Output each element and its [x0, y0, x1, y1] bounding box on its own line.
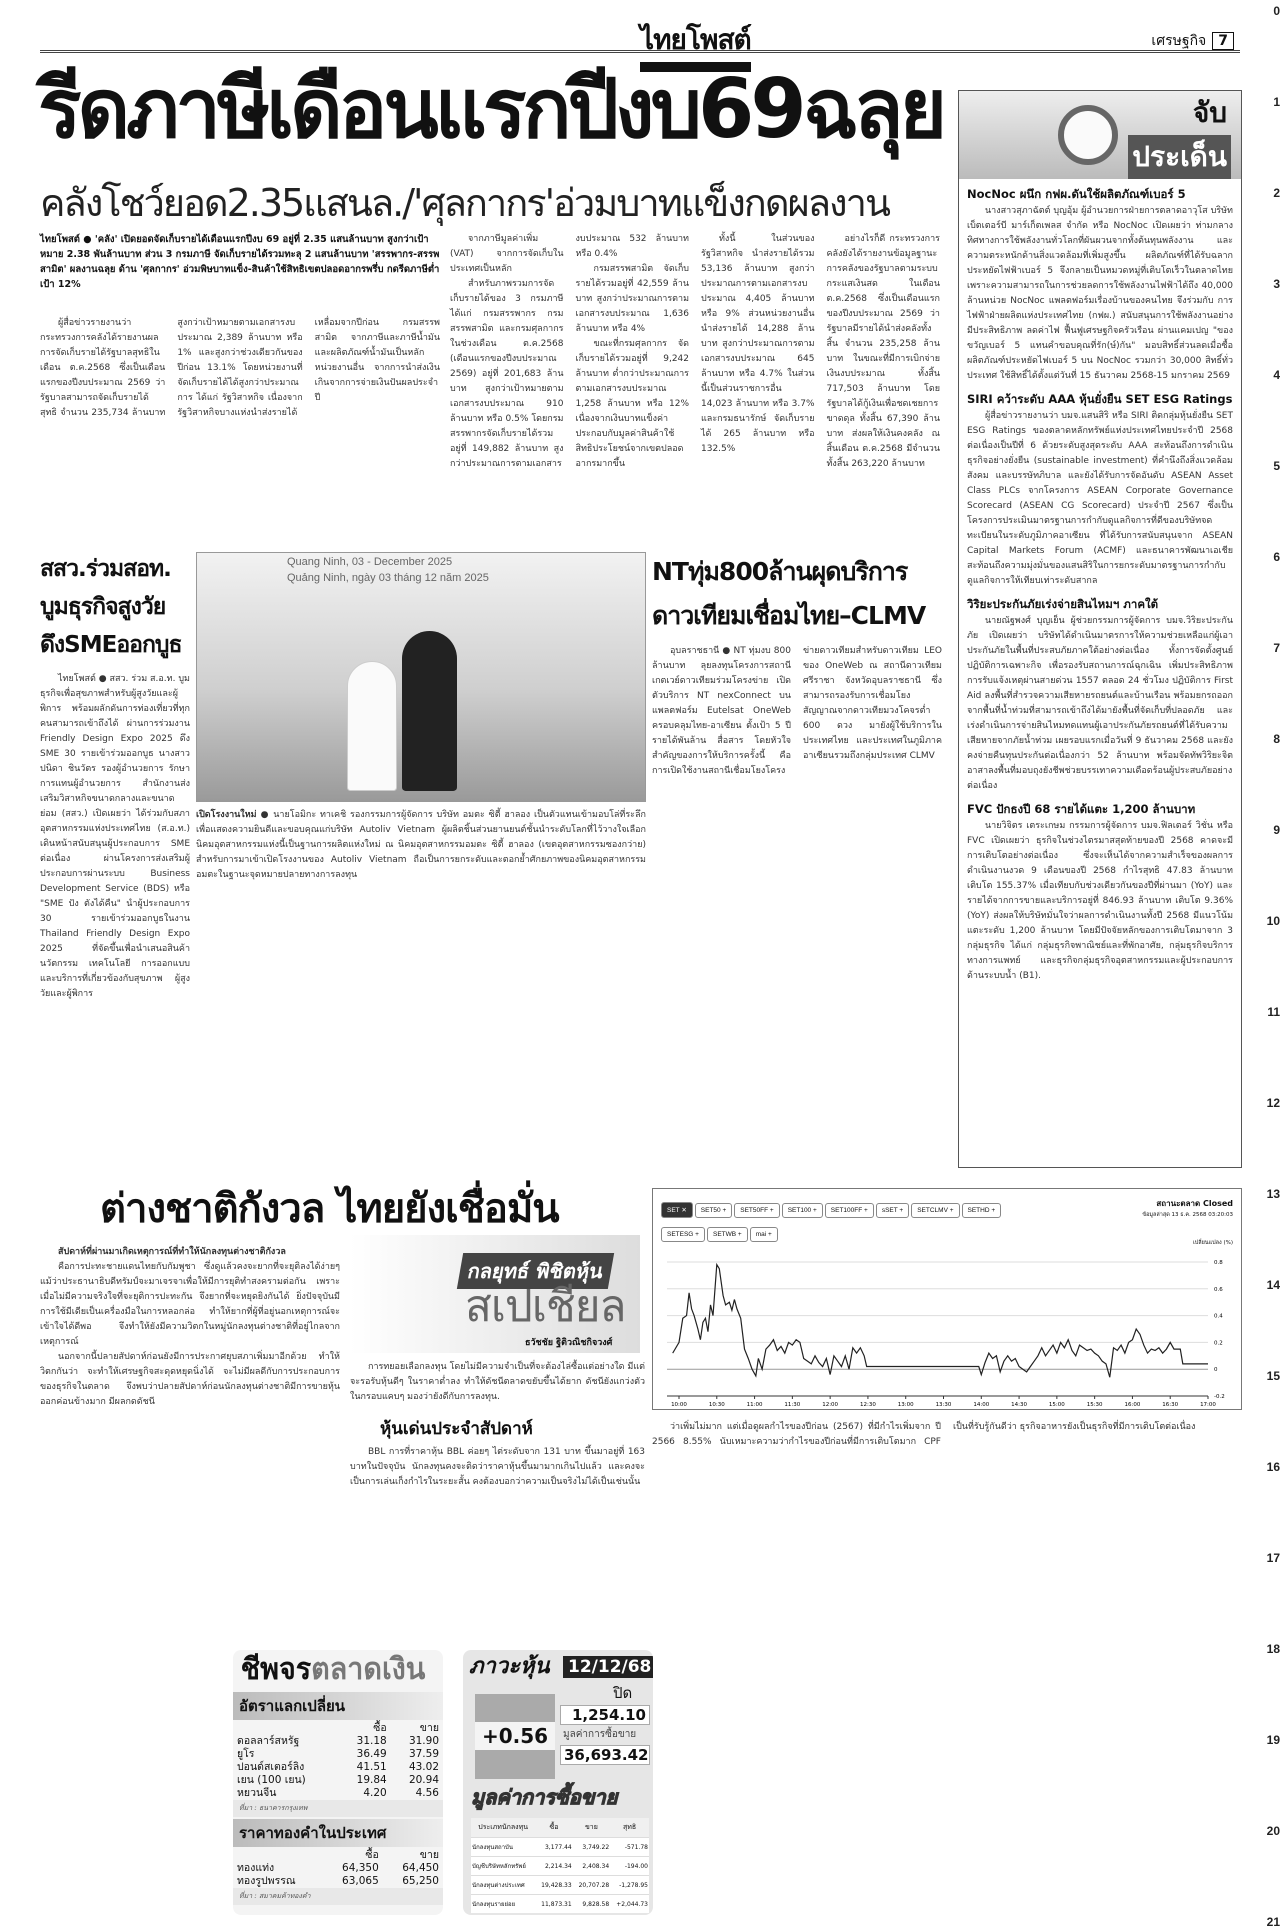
- table-cell: เยน (100 เยน): [237, 1774, 306, 1786]
- ruler-mark: 16: [1266, 1460, 1280, 1474]
- ruler-mark: 0: [1273, 4, 1280, 18]
- table-row: [233, 1774, 443, 1787]
- line-chart: [653, 1189, 1241, 1409]
- investor-table: [471, 1818, 649, 1913]
- nt-body: อุบลราชธานี ● NT ทุ่มงบ 800 ล้านบาท ลุยลงทุนโครงการสถานีเกตเวย์ดาวเทียมร่วมโครงข่าย เปิดตัวบริการ NT nexConnect บนแพลตฟอร์ม Eutelsat OneWeb ครอบคลุมไทย-อาเซียน ตั้งเป้า 5 ปีรายได้พันล้าน สื่อสาร โดยหัวใจสำคัญของการให้บริการครั้งนี้ คือการเปิดใช้งานสถานีเชื่อมโยงโครงข่ายดาวเทียมสำหรับดาวเทียม LEO ของ OneWeb ณ สถานีดาวเทียมศรีราชา จังหวัดอุบลราชธานี ซึ่งสามารถรองรับการเชื่อมโยงสัญญาณจากดาวเทียมวงโคจรต่ำ 600 ดวง มายังผู้ใช้บริการในประเทศไทย และประเทศในภูมิภาคอาเซียนรวมถึงกลุ่มประเทศ CLMV: [652, 646, 942, 776]
- stock-date: 12/12/68: [563, 1656, 653, 1678]
- table-cell: ดอลลาร์สหรัฐ: [237, 1735, 300, 1747]
- table-cell: 2,408.34: [573, 1857, 610, 1876]
- photo-date-line: Quảng Ninh, ngày 03 tháng 12 năm 2025: [287, 572, 489, 584]
- y-axis-label: เปลี่ยนแปลง (%): [1192, 1240, 1233, 1246]
- table-row: [233, 1748, 443, 1761]
- ruler-mark: 1: [1273, 95, 1280, 109]
- table-cell: 41.51: [356, 1761, 387, 1773]
- table-cell: ซื้อ: [535, 1818, 572, 1838]
- tab-set100ff[interactable]: SET100FF +: [825, 1203, 874, 1218]
- table-cell: นักลงทุนรายย่อย: [471, 1895, 535, 1914]
- y-tick-label: -0.2: [1214, 1394, 1225, 1400]
- column-headline: ต่างชาติกังวล ไทยยังเชื่อมั่น: [100, 1186, 559, 1232]
- table-cell: บัญชีบริษัทหลักทรัพย์: [471, 1857, 535, 1876]
- ruler-mark: 8: [1273, 732, 1280, 746]
- gold-source: ที่มา : สมาคมค้าทองคำ: [233, 1888, 443, 1905]
- table-cell: ขาย: [419, 1849, 439, 1861]
- tab-set50ff[interactable]: SET50FF +: [734, 1203, 779, 1218]
- rates-source: ที่มา : ธนาคารกรุงเทพ: [233, 1800, 443, 1817]
- table-cell: 9,828.58: [573, 1895, 610, 1914]
- x-tick-label: 10:00: [671, 1402, 687, 1408]
- tab-mai[interactable]: mai +: [750, 1227, 778, 1242]
- rates-heading: อัตราแลกเปลี่ยน: [233, 1692, 443, 1720]
- table-cell: +2,044.73: [610, 1895, 649, 1914]
- table-cell: 37.59: [408, 1748, 439, 1760]
- tab-sset[interactable]: sSET +: [876, 1203, 909, 1218]
- table-cell: [233, 1849, 323, 1862]
- y-tick-label: 0.2: [1214, 1340, 1223, 1347]
- ruler-mark: 15: [1266, 1369, 1280, 1383]
- y-tick-label: 0.4: [1214, 1313, 1223, 1320]
- x-tick-label: 14:30: [1011, 1402, 1028, 1408]
- table-cell: 11,873.31: [535, 1895, 572, 1914]
- table-cell: 31.18: [356, 1735, 387, 1747]
- trade-table-title: มูลค่าการซื้อขาย: [471, 1785, 618, 1809]
- ruler-mark: 9: [1273, 823, 1280, 837]
- ruler-mark: 5: [1273, 459, 1280, 473]
- fx-title: ชีพจรตลาดเงิน: [240, 1652, 426, 1687]
- ruler-mark: 10: [1266, 914, 1280, 928]
- page-ruler: [1260, 0, 1280, 1929]
- tab-setwb[interactable]: SETWB +: [707, 1227, 748, 1242]
- sidebar-news-box: จับ ประเด็น NocNoc ผนึก กฟผ.ดันใช้ผลิตภัณฑ์เบอร์ 5 นางสาวสุภาฉัตต์ บุญอุ้ม ผู้อำนวยการฝ่ายการตลาดอาวุโส บริษัท เบ็ตเตอร์บี มาร์เก็ตเพลส จำกัด หรือ NocNoc เปิดเผยว่า ท่ามกลางทิศทางการใช้พลังงานทั่วโลกที่ผันผวนจากทั้งต้นทุนพลังงาน และความตระหนักด้านสิ่งแวดล้อมที่เพิ่มสูงขึ้น ผลิตภัณฑ์ที่ได้รับฉลากประหยัดไฟฟ้าเบอร์ 5 จึงกลายเป็นหมวดหมู่ที่เติบโตเร็วในตลาดไทย เพราะความสามารถในการช่วยลดการใช้พลังงานไฟฟ้าได้ถึง 40,000 ล้านหน่วย NocNoc แพลตฟอร์มเรื่องบ้านของคนไทย จึงร่วมกับ การไฟฟ้าฝ่ายผลิตแห่งประเทศไทย (กฟผ.) สนับสนุนการใช้พลังงานอย่างมีประสิทธิภาพ ลดค่าไฟ ฟื้นฟูเศรษฐกิจครัวเรือน ผ่านแคมเปญ "ของขวัญเบอร์ 5 แทนคำขอบคุณที่รัก(ษ์)กัน" มอบสิทธิ์ส่วนลดเมื่อซื้อผลิตภัณฑ์ประหยัดไฟเบอร์ 5 บน NocNoc รวมกว่า 30,000 สิทธิ์ทั่วประเทศ ใช้สิทธิ์ได้ตั้งแต่วันที่ 15 ธันวาคม 2568-15 มกราคม 2569 SIRI คว้าระดับ AAA หุ้นยั่งยืน SET ESG Ratings ผู้สื่อข่าวรายงานว่า บมจ.แสนสิริ หรือ SIRI ติดกลุ่มหุ้นยั่งยืน SET ESG Ratings ของตลาดหลักทรัพย์แห่งประเทศไทยประจำปี 2568 ต่อเนื่องเป็นปีที่ 6 ด้วยระดับสูงสุดระดับ AAA สะท้อนถึงการดำเนินธุรกิจอย่างยั่งยืน (sustainable investment) ที่คำนึงถึงสิ่งแวดล้อม สังคม และบรรษัทภิบาล และยังได้รับการจัดอันดับ ASEAN Asset Class PLCs จากโครงการ ASEAN Corporate Governance Scorecard (ASEAN CG Scorecard) ประจำปี 2567 ซึ่งเป็นโครงการประเมินมาตรฐานการกำกับดูแลกิจการที่ดีของบริษัทจดทะเบียนในระดับภูมิภาคอาเซียน ที่ได้รับการสนับสนุนจาก ASEAN Capital Markets Forum (ACMF) และธนาคารพัฒนาเอเชีย สะท้อนถึงความมุ่งมั่นของแสนสิริในการยกระดับมาตรฐานการกำกับดูแลกิจการให้เทียบเท่าระดับสากล วิริยะประกันภัยเร่งจ่ายสินไหมฯ ภาคใต้ นายณัฐพงศ์ บุญเย็น ผู้ช่วยกรรมการผู้จัดการ บมจ.วิริยะประกันภัย เปิดเผยว่า บริษัทได้ดำเนินมาตรการให้ความช่วยเหลือแก่ผู้เอาประกันภัยในพื้นที่ประสบภัยภาคใต้อย่างต่อเนื่อง ทั้งการจัดตั้งศูนย์ปฏิบัติการเฉพาะกิจ เพื่อรองรับสถานการณ์ฉุกเฉิน เพิ่มประสิทธิภาพการรับแจ้งเหตุผ่านสายด่วน 1557 ตลอด 24 ชั่วโมง ปฏิบัติการ First Aid ลงพื้นที่สำรวจความเสียหายรถยนต์และบ้านเรือน พร้อมยกรถออกจากพื้นที่น้ำท่วมที่สามารถเข้าถึงได้มายังพื้นที่จัดเก็บที่ปลอดภัย และเร่งดำเนินการจ่ายสินไหมทดแทนผู้เอาประกันภัยรถยนต์ที่ได้รับความเสียหายจากภัยน้ำท่วม เผยรอบแรกเมื่อวันที่ 9 ธันวาคม 2568 และยังคงจ่ายคืนทุนประกันต่อเนื่องกว่า 52 ล้านบาท พร้อมจัดทัพวิริยะจิตอาสาลงพื้นที่มอบถุงยังชีพช่วยบรรเทาความเดือดร้อนผู้ประสบภัยอย่างต่อเนื่อง FVC ปักธงปี 68 รายได้แตะ 1,200 ล้านบาท นายวิจิตร เตระเกษม กรรมการผู้จัดการ บมจ.ฟิลเตอร์ วิชั่น หรือ FVC เปิดเผยว่า ธุรกิจในช่วงไตรมาสสุดท้ายของปี 2568 คาดจะมีการเติบโตอย่างต่อเนื่อง ซึ่งจะเห็นได้จากความสำเร็จของผลการดำเนินงานงวด 9 เดือนของปี 2568 กำไรสุทธิ 47.83 ล้านบาท เติบโต 155.37% เมื่อเทียบกับช่วงเดียวกันของปีที่ผ่านมา (YoY) และรายได้จากการขายและบริการอยู่ที่ 846.93 ล้านบาท เติบโต 9.36% (YoY) ส่งผลให้บริษัทมั่นใจว่าผลการดำเนินงานทั้งปี 2568 มีแนวโน้มแตะระดับ 1,200 ล้านบาท โดยมีปัจจัยหลักของการเติบโตมาจาก 3 กลุ่มธุรกิจ ได้แก่ กลุ่มธุรกิจพาณิชย์และที่พักอาศัย, กลุ่มธุรกิจบริการทางการแพทย์ และธุรกิจกลุ่มธุรกิจอุตสาหกรรมและผู้ประกอบการด้านระบบน้ำ (B1).: [958, 90, 1242, 1168]
- table-row: [471, 1857, 649, 1876]
- table-row: [471, 1895, 649, 1914]
- table-cell: 63,065: [342, 1875, 379, 1887]
- plus-icon: [475, 1694, 555, 1779]
- table-row: [471, 1876, 649, 1895]
- x-tick-label: 16:30: [1162, 1402, 1179, 1408]
- table-cell: 43.02: [408, 1761, 439, 1773]
- gold-table: [233, 1849, 443, 1888]
- table-cell: 19,428.33: [535, 1876, 572, 1895]
- header-rule: [40, 50, 1240, 53]
- page-number: 7: [1212, 32, 1234, 50]
- ruler-mark: 20: [1266, 1824, 1280, 1838]
- section-label: เศรษฐกิจ 7: [1151, 30, 1234, 52]
- ruler-mark: 14: [1266, 1278, 1280, 1292]
- magnifier-icon: [1058, 105, 1118, 165]
- table-cell: 64,350: [342, 1862, 379, 1874]
- table-cell: ขาย: [573, 1818, 610, 1838]
- set-index-chart: [652, 1188, 1242, 1410]
- table-row: [471, 1818, 649, 1838]
- ruler-mark: 4: [1273, 368, 1280, 382]
- ruler-mark: 7: [1273, 641, 1280, 655]
- fx-box: [233, 1650, 443, 1915]
- masthead-logo: ไทยโพสต์: [640, 18, 751, 72]
- sme-body: ไทยโพสต์ ● สสว. ร่วม ส.อ.ท. บูมธุรกิจเพื่อสุขภาพสำหรับผู้สูงวัยและผู้พิการ พร้อมผลักดันการท่องเที่ยวที่ทุกคนสามารถเข้าถึงได้ ผ่านการร่วมงาน Friendly Design Expo 2025 ดึง SME 30 รายเข้าร่วมออกบูธ นางสาวปนิดา ชินวัตร รองผู้อำนวยการ รักษาการแทนผู้อำนวยการ สำนักงานส่งเสริมวิสาหกิจขนาดกลางและขนาดย่อม (สสว.) เปิดเผยว่า ได้ร่วมกับสภาอุตสาหกรรมแห่งประเทศไทย (ส.อ.ท.) เดินหน้าสนับสนุนผู้ประกอบการ SME ต่อเนื่อง ผ่านโครงการส่งเสริมผู้ประกอบการผ่านระบบ Business Development Service (BDS) หรือ "SME ปัง ตังได้คืน" นำผู้ประกอบการ 30 รายเข้าร่วมออกบูธในงาน Thailand Friendly Design Expo 2025 ที่จัดขึ้นเพื่อนำเสนอสินค้า นวัตกรรม เทคโนโลยี การออกแบบ และบริการที่เกี่ยวข้องกับสุขภาพ ผู้สูงวัยและผู้พิการ: [40, 674, 190, 999]
- table-cell: ทองแท่ง: [237, 1862, 275, 1874]
- table-cell: สุทธิ: [610, 1818, 649, 1838]
- ruler-mark: 6: [1273, 550, 1280, 564]
- table-cell: 20,707.28: [573, 1876, 610, 1895]
- sidebar-item-title: วิริยะประกันภัยเร่งจ่ายสินไหมฯ ภาคใต้: [967, 597, 1159, 611]
- table-cell: ซื้อ: [373, 1722, 387, 1734]
- table-cell: 36.49: [356, 1748, 387, 1760]
- x-tick-label: 10:30: [708, 1402, 725, 1408]
- table-row: [471, 1838, 649, 1857]
- ruler-mark: 13: [1266, 1187, 1280, 1201]
- table-cell: -571.78: [610, 1838, 649, 1857]
- index-close: 1,254.10: [560, 1705, 650, 1725]
- y-tick-label: 0.8: [1214, 1260, 1223, 1266]
- tab-set[interactable]: SET ✕: [661, 1202, 693, 1218]
- x-tick-label: 16:00: [1124, 1402, 1141, 1408]
- market-status: สถานะตลาด Closed: [1156, 1199, 1233, 1208]
- main-subheadline: คลังโชว์ยอด2.35แสนล./'ศุลกากร'อ่วมบาทแข็งกดผลงาน: [40, 181, 889, 225]
- table-row: [233, 1862, 443, 1875]
- x-tick-label: 11:30: [784, 1402, 801, 1408]
- table-row: [233, 1735, 443, 1748]
- table-cell: 31.90: [408, 1735, 439, 1747]
- trade-value: 36,693.42: [560, 1745, 650, 1765]
- x-tick-label: 12:30: [859, 1402, 876, 1408]
- sidebar-item-title: FVC ปักธงปี 68 รายได้แตะ 1,200 ล้านบาท: [967, 802, 1196, 816]
- index-change: +0.56: [475, 1722, 555, 1750]
- table-cell: -194.00: [610, 1857, 649, 1876]
- news-photo: [196, 552, 646, 802]
- sidebar-item-title: SIRI คว้าระดับ AAA หุ้นยั่งยืน SET ESG Ratings: [967, 392, 1233, 406]
- main-headline: รีดภาษีเดือนแรกปีงบ69ฉลุย: [38, 62, 944, 157]
- table-row: [233, 1875, 443, 1888]
- x-tick-label: 17:00: [1200, 1402, 1216, 1408]
- sme-headline: สสว.ร่วมสอท. บูมธุรกิจสูงวัย ดึงSMEออกบูธ: [40, 556, 182, 658]
- column-badge: กลยุทธ์ พิชิตหุ้น สเปเชียล ธวัชชัย ฐิติวณิชกิจวงศ์: [350, 1235, 640, 1353]
- table-cell: ประเภทนักลงทุน: [471, 1818, 535, 1838]
- column-body: สัปดาห์ที่ผ่านมาเกิดเหตุการณ์ที่ทำให้นักลงทุนต่างชาติกังวล คือการปะทะชายแดนไทยกับกัมพูชา ซึ่งดูแล้วคงจะยากที่จะยุติลงได้ง่ายๆ แม้ว่าประธานาธิบดีทรัมป์จะมาเจรจาเพื่อให้มีการยุติทำสงครามต่อกัน เพราะเมื่อไม่มีความจริงใจที่จะยุติการปะทะกัน จึงยากที่จะหยุดยิงกันได้ ยิ่งปัจจุบันมีการใช้มีเดียเป็นเครื่องมือในการหลอกล่อ ทำให้ยากที่ผู้ที่อยู่นอกเหตุการณ์จะเข้าใจได้ดีพอ จึงทำให้ยังมีความวิตกในหมู่นักลงทุนต่างชาติที่อยู่ไกลจากเหตุการณ์ นอกจากนี้ปลายสัปดาห์ก่อนยังมีการประกาศยุบสภาเพิ่มมาอีกด้วย ทำให้วิตกกันว่า จะทำให้เศรษฐกิจสะดุดหยุดนิ่งได้ จะไม่มีผลดีกับการประกอบการของธุรกิจในตลาด จึงพบว่าปลายสัปดาห์ก่อนนักลงทุนต่างชาติมีการขายหุ้นออกค่อนข้างมาก มีผลกดดัชนี: [40, 1247, 340, 1407]
- tab-set100[interactable]: SET100 +: [782, 1203, 823, 1218]
- main-body-a: ผู้สื่อข่าวรายงานว่า กระทรวงการคลังได้รายงานผลการจัดเก็บรายได้รัฐบาลสุทธิในเดือน ต.ค.2568 ซึ่งเป็นเดือนแรกของปีงบประมาณ 2569 ว่ารัฐบาลสามารถจัดเก็บรายได้สุทธิ จำนวน 235,734 ล้านบาท สูงกว่าเป้าหมายตามเอกสารงบประมาณ 2,389 ล้านบาท หรือ 1% และสูงกว่าช่วงเดียวกันของปีก่อน 13.1% โดยหน่วยงานที่จัดเก็บรายได้ได้สูงกว่าประมาณการ ได้แก่ รัฐวิสาหกิจ เนื่องจากรัฐวิสาหกิจบางแห่งนำส่งรายได้เหลื่อมจากปีก่อน กรมสรรพสามิต จากภาษีและภาษีน้ำมันและผลิตภัณฑ์น้ำมันเป็นหลัก หน่วยงานอื่น จากการนำส่งเงินเกินจากการจ่ายเงินปันผลประจำปี: [40, 318, 440, 418]
- ruler-mark: 12: [1266, 1096, 1280, 1110]
- trade-value-label: มูลค่าการซื้อขาย: [563, 1729, 637, 1740]
- photo-banner: Quang Ninh, 03 - December 2025: [287, 556, 453, 568]
- table-cell: 65,250: [402, 1875, 439, 1887]
- table-cell: -1,278.95: [610, 1876, 649, 1895]
- table-cell: 64,450: [402, 1862, 439, 1874]
- table-cell: 20.94: [408, 1774, 439, 1786]
- ruler-mark: 11: [1267, 1005, 1280, 1019]
- stock-heading: หุ้นเด่นประจำสัปดาห์: [380, 1419, 533, 1439]
- table-row: [233, 1761, 443, 1774]
- ruler-mark: 18: [1266, 1642, 1280, 1656]
- table-row: [233, 1849, 443, 1862]
- table-cell: ขาย: [419, 1722, 439, 1734]
- tab-setclmv[interactable]: SETCLMV +: [911, 1203, 959, 1218]
- rates-table: [233, 1722, 443, 1800]
- table-cell: นักลงทุนสถาบัน: [471, 1838, 535, 1857]
- y-tick-label: 0.6: [1214, 1286, 1223, 1293]
- set-series-line: [673, 1265, 1208, 1378]
- table-cell: นักลงทุนต่างประเทศ: [471, 1876, 535, 1895]
- table-row: [233, 1722, 443, 1735]
- sidebar-item-title: NocNoc ผนึก กฟผ.ดันใช้ผลิตภัณฑ์เบอร์ 5: [967, 187, 1186, 201]
- ruler-mark: 17: [1266, 1551, 1280, 1565]
- table-cell: 4.56: [415, 1787, 439, 1799]
- tab-setesg[interactable]: SETESG +: [661, 1227, 705, 1242]
- table-cell: ปอนด์สเตอร์ลิง: [237, 1761, 305, 1773]
- nt-headline: NTทุ่ม800ล้านผุดบริการ ดาวเทียมเชื่อมไทย–CLMV: [652, 557, 926, 630]
- ruler-mark: 19: [1266, 1733, 1280, 1747]
- x-tick-label: 11:00: [746, 1402, 763, 1408]
- table-cell: 19.84: [356, 1774, 387, 1786]
- x-tick-label: 13:00: [897, 1402, 914, 1408]
- table-cell: 4.20: [363, 1787, 387, 1799]
- stock-box: ภาวะหุ้น 12/12/68 +0.56 ปิด 1,254.10 มูลค่าการซื้อขาย 36,693.42 มูลค่าการซื้อขาย ประเภทนักลงทุน ซื้อ ขาย สุทธิ นักลงทุนสถาบัน 3,177.44 3,749.22 -571.78 บัญชีบริษัทหลักทรัพย์ 2,214.34 2,408.34 -194.00 นักลงทุนต่างประเทศ 19,428.33 20,707.28 -1,278.95 นักลงทุนรายย่อย 11,873.31 9,828.58 +2,044.73: [463, 1650, 653, 1915]
- table-cell: ยูโร: [237, 1748, 255, 1760]
- table-cell: 3,749.22: [573, 1838, 610, 1857]
- ruler-mark: 21: [1266, 1915, 1280, 1929]
- tab-set50[interactable]: SET50 +: [695, 1203, 732, 1218]
- tab-sethd[interactable]: SETHD +: [962, 1203, 1002, 1218]
- column-body-right: ว่าเพิ่มไม่มาก แต่เมื่อดูผลกำไรของปีก่อน (2567) ที่มีกำไรเพิ่มจาก ปี 2566 8.55% นับเหมาะความว่ากำไรของปีก่อนที่มีการเติบโตมาก CPF เป็นที่รับรู้กันดีว่า ธุรกิจอาหารยังเป็นธุรกิจที่มีการเติบโตต่อเนื่อง: [652, 1422, 1196, 1447]
- photo-caption: เปิดโรงงานใหม่ ● นายโอมิกะ ทาเคชิ รองกรรมการผู้จัดการ บริษัท อมตะ ซิตี้ ฮาลอง เป็นตัวแทนเข้ามอบโล่ที่ระลึกเพื่อแสดงความยินดีและขอบคุณแก่บริษัท Autoliv Vietnam ผู้ผลิตชิ้นส่วนยานยนต์ชั้นนำระดับโลกที่ไว้วางใจเลือกนิคมอุตสาหกรรมแห่งนี้เป็นฐานการผลิตแห่งใหม่ ณ นิคมอุตสาหกรรมอมตะ ซิตี้ ฮาลอง (เขตอุตสาหกรรมซองกว่าย) สำหรับการมาเข้าเปิดโรงงานของ Autoliv Vietnam ถือเป็นการยกระดับและตอกย้ำศักยภาพของนิคมอุตสาหกรรมอมตะในฐานะจุดหมายปลายทางการลงทุน: [196, 810, 646, 880]
- sidebar-logo: จับ ประเด็น: [959, 91, 1241, 179]
- table-cell: 2,214.34: [535, 1857, 572, 1876]
- gold-heading: ราคาทองคำในประเทศ: [233, 1819, 443, 1847]
- main-body-b: จากภาษีมูลค่าเพิ่ม (VAT) จากการจัดเก็บในประเทศเป็นหลัก สำหรับภาพรวมการจัดเก็บรายได้ของ 3 กรมภาษี ได้แก่ กรมสรรพากร กรมสรรพสามิต และกรมศุลกากร ในช่วงเดือน ต.ค.2568 (เดือนแรกของปีงบประมาณ 2569) อยู่ที่ 201,683 ล้านบาท สูงกว่าเป้าหมายตามเอกสารงบประมาณ 910 ล้านบาท หรือ 0.5% โดยกรมสรรพากรจัดเก็บรายได้รวมอยู่ที่ 149,882 ล้านบาท สูงกว่าประมาณการตามเอกสารงบประมาณ 532 ล้านบาท หรือ 0.4% กรมสรรพสามิต จัดเก็บรายได้รวมอยู่ที่ 42,559 ล้านบาท สูงกว่าประมาณการตามเอกสารงบประมาณ 1,636 ล้านบาท หรือ 4% ขณะที่กรมศุลกากร จัดเก็บรายได้รวมอยู่ที่ 9,242 ล้านบาท ต่ำกว่าประมาณการตามเอกสารงบประมาณ 1,258 ล้านบาท หรือ 12% เนื่องจากเงินบาทแข็งค่า ประกอบกับมูลค่าสินค้าใช้สิทธิประโยชน์จากเขตปลอดอากรมากขึ้น ทั้งนี้ ในส่วนของรัฐวิสาหกิจ นำส่งรายได้รวม 53,136 ล้านบาท สูงกว่าประมาณการตามเอกสารงบประมาณ 4,405 ล้านบาท หรือ 9% ส่วนหน่วยงานอื่น นำส่งรายได้ 14,288 ล้านบาท สูงกว่าประมาณการตามเอกสารงบประมาณ 645 ล้านบาท หรือ 4.7% ในส่วนนี้เป็นส่วนราชการอื่น 14,023 ล้านบาท หรือ 3.7% และกรมธนารักษ์ จัดเก็บรายได้ 265 ล้านบาท หรือ 132.5% อย่างไรก็ดี กระทรวงการคลังยังได้รายงานข้อมูลฐานะการคลังของรัฐบาลตามระบบกระแสเงินสด ในเดือน ต.ค.2568 ซึ่งเป็นเดือนแรกของปีงบประมาณ 2569 ว่า รัฐบาลมีรายได้นำส่งคลังทั้งสิ้น จำนวน 235,258 ล้านบาท ในขณะที่มีการเบิกจ่ายเงินงบประมาณ ทั้งสิ้น 717,503 ล้านบาท โดยรัฐบาลได้กู้เงินเพื่อชดเชยการขาดดุล ทั้งสิ้น 67,390 ล้านบาท ส่งผลให้เงินคงคลัง ณ สิ้นเดือน ต.ค.2568 มีจำนวนทั้งสิ้น 263,220 ล้านบาท: [450, 234, 940, 469]
- column-body-2: การทยอยเลือกลงทุน โดยไม่มีความจำเป็นที่จะต้องไล่ซื้อแต่อย่างใด มีแต่จะรอรับหุ้นดีๆ ในราคาต่ำลง ทำให้ดัชนีตลาดขยับขึ้นได้ยาก ดัชนียังแกว่งตัวในกรอบแคบๆ มองว่ายังดีกับการลงทุน.: [350, 1362, 645, 1402]
- stock-body: BBL การที่ราคาหุ้น BBL ค่อยๆ ไต่ระดับจาก 131 บาท ขึ้นมาอยู่ที่ 163 บาทในปัจจุบัน นักลงทุนคงจะติดว่าราคาหุ้นขึ้นมามากเกินไปแล้ว และคงจะเป็นการเล่นเก็งกำไรในระยะสั้น คงต้องบอกว่าความเป็นจริงไม่ได้เป็นเช่นนั้น: [350, 1447, 645, 1487]
- x-tick-label: 13:30: [935, 1402, 952, 1408]
- x-tick-label: 15:30: [1086, 1402, 1103, 1408]
- y-tick-label: 0: [1214, 1367, 1218, 1374]
- ruler-mark: 3: [1273, 277, 1280, 291]
- x-tick-label: 12:00: [822, 1402, 839, 1408]
- table-cell: [233, 1722, 338, 1735]
- main-lead: ไทยโพสต์ ● 'คลัง' เปิดยอดจัดเก็บรายได้เดือนแรกปีงบ 69 อยู่ที่ 2.35 แสนล้านบาท สูงกว่าเป้าหมาย 2.38 พันล้านบาท ส่วน 3 กรมภาษี จัดเก็บรายได้รวมทะลุ 2 แสนล้านบาท 'สรรพากร-สรรพสามิต' ผลงานฉลุย ด้าน 'ศุลกากร' อ่วมพิษบาทแข็ง-สินค้าใช้สิทธิเขตปลอดอากรพรึ่บ กดรีดภาษีต่ำเป้า 12%: [40, 234, 440, 290]
- ruler-mark: 2: [1273, 186, 1280, 200]
- table-cell: 3,177.44: [535, 1838, 572, 1857]
- table-cell: ซื้อ: [365, 1849, 379, 1861]
- x-tick-label: 14:00: [973, 1402, 990, 1408]
- table-cell: หยวนจีน: [237, 1787, 277, 1799]
- updated-time: ข้อมูลล่าสุด 13 ธ.ค. 2568 03:20:03: [1142, 1212, 1233, 1218]
- table-row: [233, 1787, 443, 1800]
- x-tick-label: 15:00: [1048, 1402, 1065, 1408]
- table-cell: ทองรูปพรรณ: [237, 1875, 296, 1887]
